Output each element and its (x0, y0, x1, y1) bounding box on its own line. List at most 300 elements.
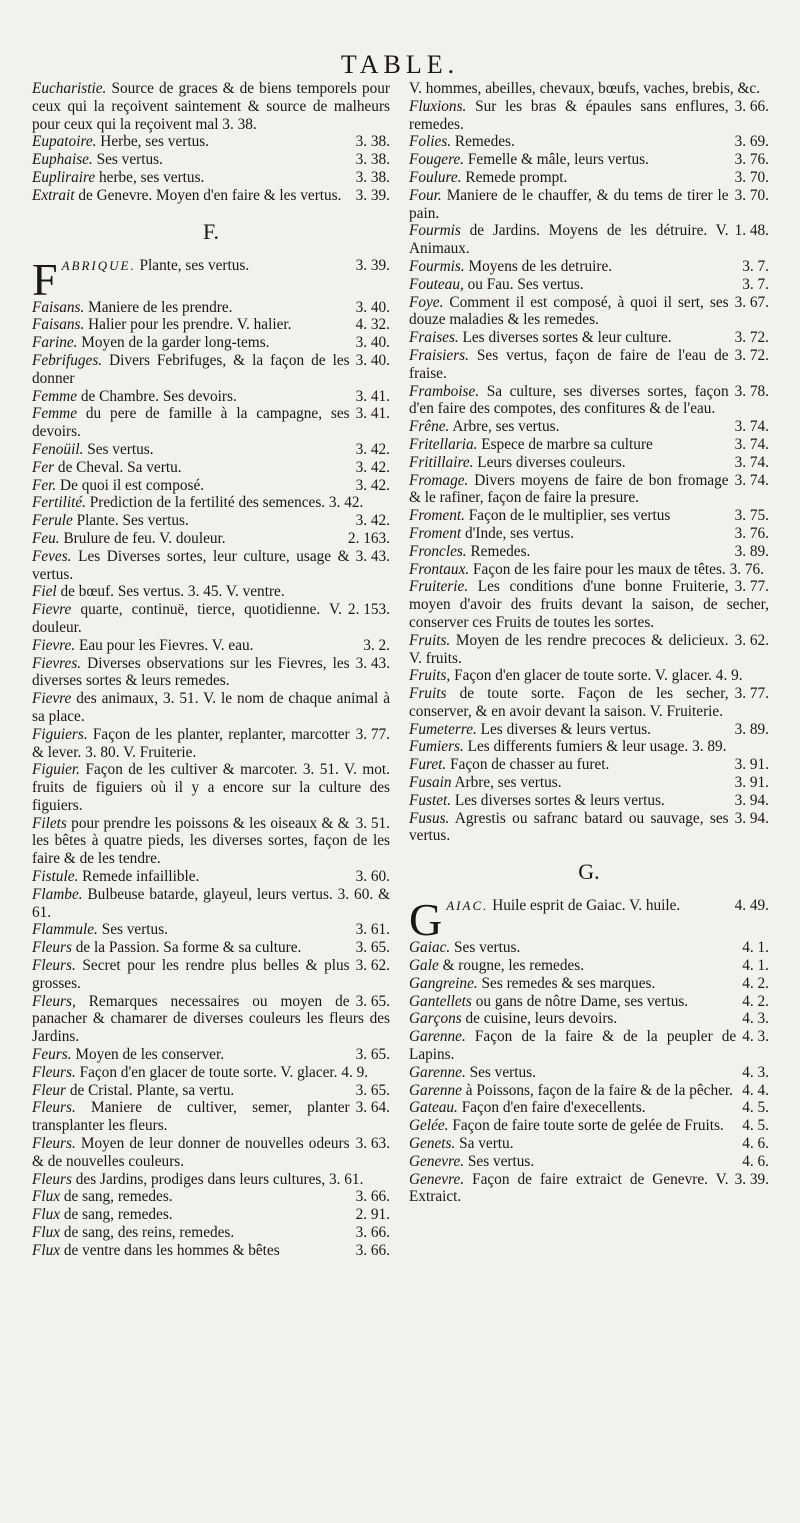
index-entry (32, 151, 390, 169)
entry-headword: Fer. (32, 476, 57, 494)
entry-headword: Fievre. (32, 636, 76, 654)
entry-headword: Flambe. (32, 885, 83, 903)
page-reference: 3. 76. (734, 151, 769, 169)
page-reference: 3. 94. (734, 791, 769, 809)
entry-text: Moyens de les detruire. (468, 257, 613, 275)
entry-text: & rougne, les remedes. (442, 957, 585, 975)
index-entry (409, 258, 769, 276)
entry-headword: Fertilité. (32, 494, 86, 512)
page-reference: 3. 91. (734, 774, 769, 792)
page-reference: 3. 63. (355, 1135, 390, 1153)
index-entry (409, 151, 769, 169)
index-entry (409, 561, 769, 579)
entry-text: Remede infaillible. (82, 868, 200, 886)
page-reference: 3. 7. (742, 275, 769, 293)
page-reference: 3. 77. (734, 685, 769, 703)
entry-headword: Fritellaria. (409, 435, 478, 453)
entry-headword: Feu. (32, 529, 60, 547)
page-reference: 2. 91. (355, 1206, 390, 1224)
index-entry (32, 477, 390, 495)
entry-text: Prediction de la fertilité des semences. 3. 42. (89, 494, 364, 512)
entry-text: Les differents fumiers & leur usage. 3. 89. (467, 738, 727, 756)
index-entry (32, 1171, 390, 1189)
entry-headword: Euphaise. (32, 151, 93, 169)
index-entry (32, 690, 390, 726)
entry-headword: Fievre (32, 690, 72, 708)
entry-text: Brulure de feu. V. douleur. (63, 529, 226, 547)
entry-text: Façon de le multiplier, ses vertus (468, 507, 671, 525)
page-reference: 4. 1. (742, 939, 769, 957)
entry-text: de sang, remedes. (63, 1206, 173, 1224)
index-entry (32, 494, 390, 512)
index-entry (32, 441, 390, 459)
entry-headword: Fouteau, (409, 275, 464, 293)
entry-text: Façon de les faire pour les maux de têtes. 3. 76. (473, 560, 764, 578)
index-entry (409, 685, 769, 721)
section-letter: F. (203, 218, 219, 244)
index-entry (32, 726, 390, 762)
entry-text: Espece de marbre sa culture (481, 435, 653, 453)
entry-headword: Extrait (32, 186, 75, 204)
entry-headword: Gale (409, 957, 439, 975)
entry-headword: Foye. (409, 293, 444, 311)
entry-text: Secret pour les rendre plus belles & plus grosses. (32, 957, 350, 992)
page-reference: 3. 66. (355, 1224, 390, 1242)
entry-text: de Cheval. Sa vertu. (57, 458, 182, 476)
entry-headword: Gateau. (409, 1099, 458, 1117)
entry-text: Façon d'en glacer de toute sorte. V. glacer. 4. 9. (454, 667, 743, 685)
page-reference: 3. 42. (355, 476, 390, 494)
index-entry (32, 405, 390, 441)
entry-headword: Feves. (32, 547, 72, 565)
page-reference: 3. 74. (734, 418, 769, 436)
index-entry (409, 1117, 769, 1135)
index-entry (409, 507, 769, 525)
page-reference: 3. 65. (355, 939, 390, 957)
index-entry (409, 894, 769, 946)
page-reference: 3. 74. (734, 453, 769, 471)
entry-headword: Garenne. (409, 1028, 466, 1046)
index-entry (32, 655, 390, 691)
entry-text: Huile esprit de Gaiac. V. huile. (492, 897, 681, 915)
index-entry (32, 133, 390, 151)
entry-text: de Genevre. Moyen d'en faire & les vertus. (78, 186, 342, 204)
entry-text: Les diverses sortes & leurs vertus. (454, 791, 665, 809)
entry-text: de ventre dans les hommes & bêtes (63, 1241, 280, 1259)
index-entry (32, 637, 390, 655)
page-reference: 4. 4. (742, 1081, 769, 1099)
page-reference: 3. 66. (355, 1188, 390, 1206)
index-entry (409, 294, 769, 330)
page-reference: 3. 38. (355, 151, 390, 169)
entry-headword: Flux (32, 1224, 61, 1242)
entry-text: De quoi il est composé. (60, 476, 205, 494)
entry-headword: Flux (32, 1206, 61, 1224)
index-entry (32, 1242, 390, 1260)
entry-headword: Foulure. (409, 168, 462, 186)
page-reference: 3. 75. (734, 507, 769, 525)
entry-text: Sur les bras & épaules sans enflures, remedes. (409, 97, 729, 133)
entry-headword: Frêne. (409, 418, 450, 436)
index-entry (409, 1064, 769, 1082)
index-entry (409, 1028, 769, 1064)
index-entry (409, 347, 769, 383)
entry-text: de Jardins. Moyens de les détruire. V. Animaux. (409, 222, 729, 258)
entry-text: Source de graces & de biens temporels pour ceux qui la reçoivent saintement & source de malheurs pour ceux qui la reçoivent mal 3. 38. (32, 80, 390, 133)
page-reference: 3. 94. (734, 809, 769, 827)
page-reference: 3. 61. (355, 921, 390, 939)
entry-headword: Froment. (409, 507, 465, 525)
index-entry (409, 810, 769, 846)
entry-text: Moyen de la garder long-tems. (81, 334, 270, 352)
entry-text: Femelle & mâle, leurs vertus. (467, 151, 649, 169)
page-reference: 4. 5. (742, 1099, 769, 1117)
index-entry (409, 756, 769, 774)
index-entry (409, 792, 769, 810)
entry-headword: Fievres. (32, 654, 82, 672)
entry-headword: Figuiers. (32, 725, 88, 743)
entry-text: Plante. Ses vertus. (76, 512, 189, 530)
entry-headword: Gantellets (409, 992, 472, 1010)
entry-headword: Fistule. (32, 868, 79, 886)
entry-headword: Flux (32, 1188, 61, 1206)
page-reference: 3. 89. (734, 542, 769, 560)
entry-text: Herbe, ses vertus. (100, 133, 210, 151)
index-entry (409, 472, 769, 508)
page-reference: 3. 70. (734, 168, 769, 186)
page-reference: 3. 51. (355, 814, 390, 832)
page-reference: 3. 41. (355, 387, 390, 405)
index-entry (409, 738, 769, 756)
entry-headword: Fenoüil. (32, 440, 84, 458)
page-reference: 4. 2. (742, 974, 769, 992)
index-entry (409, 1171, 769, 1207)
index-entry (32, 548, 390, 584)
drop-cap: F (32, 253, 58, 305)
page-reference: 3. 42. (355, 458, 390, 476)
index-entry (32, 601, 390, 637)
entry-headword: Fleurs. (32, 1063, 76, 1081)
entry-text: Ses vertus. (454, 939, 521, 957)
entry-text: Sa vertu. (459, 1135, 514, 1153)
entry-text: Façon d'en glacer de toute sorte. V. glacer. 4. 9. (79, 1063, 369, 1081)
entry-text: Divers Febrifuges, & la façon de les donner (32, 351, 350, 387)
index-entry (409, 975, 769, 993)
index-entry (32, 815, 390, 868)
entry-text: de Chambre. Ses devoirs. (80, 387, 237, 405)
entry-headword: Fleurs (32, 939, 72, 957)
entry-text: Façon de faire extraict de Genevre. V. Extraict. (409, 1170, 729, 1206)
entry-text: Comment il est composé, à quoi il sert, ses douze maladies & les remedes. (409, 293, 729, 329)
entry-headword: Fiel (32, 583, 57, 601)
index-entry (32, 886, 390, 922)
page-reference: 2. 163. (347, 529, 390, 547)
page-reference: 3. 62. (355, 957, 390, 975)
entry-headword: Fruiterie. (409, 578, 469, 596)
page-reference: 3. 74. (734, 471, 769, 489)
index-entry (409, 1099, 769, 1117)
page-reference: 3. 40. (355, 298, 390, 316)
page-reference: 3. 43. (355, 654, 390, 672)
page-reference: 1. 48. (734, 222, 769, 240)
entry-text: Eau pour les Fievres. V. eau. (79, 636, 254, 654)
page-reference: 3. 72. (734, 346, 769, 364)
page-reference: 4. 32. (355, 316, 390, 334)
index-entry (409, 957, 769, 975)
entry-headword: Gelée. (409, 1117, 449, 1135)
entry-headword: Genets. (409, 1135, 456, 1153)
index-entry (32, 187, 390, 205)
entry-headword: Froment (409, 524, 462, 542)
page-reference: 4. 6. (742, 1135, 769, 1153)
index-entry (409, 133, 769, 151)
entry-text: Les diverses & leurs vertus. (480, 720, 652, 738)
entry-text: Plante, ses vertus. (139, 256, 250, 274)
index-entry (32, 1046, 390, 1064)
entry-headword: Garçons (409, 1010, 462, 1028)
entry-text: de bœuf. Ses vertus. 3. 45. V. ventre. (60, 583, 285, 601)
entry-headword: Filets (32, 814, 67, 832)
index-entry (409, 98, 769, 134)
page-reference: 4. 3. (742, 1063, 769, 1081)
entry-text: Façon d'en faire d'execellents. (461, 1099, 646, 1117)
index-entry (32, 1099, 390, 1135)
page-reference: 3. 65. (355, 1046, 390, 1064)
entry-text: Agrestis ou safranc batard ou sauvage, ses vertus. (409, 809, 729, 845)
entry-text: Remedes. (470, 542, 531, 560)
entry-text: Façon de faire toute sorte de gelée de Fruits. (452, 1117, 724, 1135)
index-entry (32, 1082, 390, 1100)
entry-headword: Fleurs, (32, 992, 76, 1010)
drop-cap: G (409, 894, 443, 946)
page-reference: 2. 153. (347, 601, 390, 619)
entry-headword: Fleur (32, 1081, 66, 1099)
entry-text: Remarques necessaires ou moyen de panacher & chamarer de diverses couleurs les fleurs des Jardins. (32, 992, 390, 1046)
entry-headword: Frontaux. (409, 560, 470, 578)
entry-text: Diverses observations sur les Fievres, les diverses sortes & leurs remedes. (32, 654, 350, 690)
entry-text: Ses vertus. (101, 921, 168, 939)
index-entry (409, 436, 769, 454)
entry-headword: Flux (32, 1241, 61, 1259)
page-reference: 3. 38. (355, 133, 390, 151)
index-entry (32, 388, 390, 406)
entry-text: Maniere de cultiver, semer, planter transplanter les fleurs. (32, 1099, 350, 1135)
entry-headword: Fumeterre. (409, 720, 477, 738)
index-entry (32, 169, 390, 187)
entry-headword: Froncles. (409, 542, 467, 560)
page-reference: 3. 42. (355, 512, 390, 530)
entry-text: herbe, ses vertus. (99, 168, 205, 186)
entry-headword: Fleurs. (32, 957, 76, 975)
index-entry (409, 525, 769, 543)
entry-text: pour prendre les poissons & les oiseaux & & les bêtes à quatre pieds, les diverses sortes, façon de les faire & de les tendre. (32, 814, 390, 868)
entry-text: ou Fau. Ses vertus. (467, 275, 584, 293)
page-reference: 3. 76. (734, 524, 769, 542)
entry-headword: Feurs. (32, 1046, 72, 1064)
entry-headword: Fougere. (409, 151, 465, 169)
entry-text: à Poissons, façon de la faire & de la pêcher. (465, 1081, 733, 1099)
entry-text: Arbre, ses vertus. (452, 418, 560, 436)
entry-headword: Fleurs (32, 1170, 72, 1188)
page-reference: 4. 2. (742, 992, 769, 1010)
entry-text: Divers moyens de faire de bon fromage & le rafiner, façon de faire la presure. (409, 471, 729, 507)
entry-headword: Garenne. (409, 1063, 466, 1081)
entry-text: Arbre, ses vertus. (454, 774, 562, 792)
entry-text: Maniere de les prendre. (88, 298, 233, 316)
index-entry (32, 1206, 390, 1224)
page-reference: 3. 72. (734, 329, 769, 347)
entry-headword: Femme (32, 387, 78, 405)
index-entry (409, 721, 769, 739)
entry-headword: Folies. (409, 133, 452, 151)
entry-headword: Faisans. (32, 298, 85, 316)
index-entry (32, 1064, 390, 1082)
entry-text: Ses remedes & ses marques. (481, 974, 656, 992)
page-reference: 3. 40. (355, 334, 390, 352)
index-entry (32, 761, 390, 814)
entry-text: Moyen de les rendre precoces & delicieux. V. fruits. (409, 631, 729, 667)
entry-text: quarte, continuë, tierce, quotidienne. V. douleur. (32, 601, 342, 636)
page-reference: 4. 1. (742, 957, 769, 975)
page-reference: 3. 39. (734, 1170, 769, 1188)
index-entry (32, 316, 390, 334)
index-entry (409, 993, 769, 1011)
entry-text: de la Passion. Sa forme & sa culture. (75, 939, 302, 957)
index-entry (32, 352, 390, 388)
page-reference: 3. 65. (355, 1081, 390, 1099)
entry-headword: Eucharistie. (32, 80, 107, 97)
page-reference: 3. 65. (355, 992, 390, 1010)
entry-headword: Fumiers. (409, 738, 464, 756)
index-entry (409, 578, 769, 631)
page-reference: 3. 66. (734, 97, 769, 115)
entry-headword: AIAC. (446, 898, 489, 914)
entry-text: Façon de chasser au furet. (450, 756, 610, 774)
page-reference: 4. 49. (734, 897, 769, 915)
entry-text: Façon de les cultiver & marcoter. 3. 51. V. mot. fruits de figuiers où il y a encore sur la culture des figuiers. (32, 761, 390, 814)
entry-headword: Fraises. (409, 329, 459, 347)
page-reference: 3. 67. (734, 293, 769, 311)
entry-headword: Fruits, (409, 667, 451, 685)
index-entry (32, 80, 390, 133)
entry-headword: Gangreine. (409, 974, 478, 992)
index-entry (32, 868, 390, 886)
index-entry (409, 222, 769, 258)
page-reference: 3. 7. (742, 257, 769, 275)
entry-text: Moyen de leur donner de nouvelles odeurs & de nouvelles couleurs. (32, 1135, 350, 1170)
entry-text: des Jardins, prodiges dans leurs cultures, 3. 61. (75, 1170, 364, 1188)
entry-headword: Ferule (32, 512, 73, 530)
index-entry (409, 632, 769, 668)
index-entry (409, 454, 769, 472)
entry-headword: Fer (32, 458, 55, 476)
page-reference: 3. 66. (355, 1241, 390, 1259)
index-entry (32, 1224, 390, 1242)
entry-text: de Cristal. Plante, sa vertu. (69, 1081, 235, 1099)
entry-text: de toute sorte. Façon de les secher, conserver, & en avoir devant la saison. V. Fruiterie. (409, 685, 729, 720)
page-reference: 3. 62. (734, 631, 769, 649)
entry-headword: Fleurs. (32, 1099, 76, 1117)
entry-headword: Fruits. (409, 631, 451, 649)
entry-headword: Fromage. (409, 471, 469, 489)
entry-headword: Garenne (409, 1081, 462, 1099)
index-entry (32, 1188, 390, 1206)
entry-headword: Gaiac. (409, 939, 451, 957)
page-reference: 3. 43. (355, 547, 390, 565)
entry-text: V. hommes, abeilles, chevaux, bœufs, vaches, brebis, &c. (409, 80, 761, 97)
entry-headword: Fraisiers. (409, 346, 469, 364)
entry-headword: Eupliraire (32, 168, 96, 186)
index-entry (32, 939, 390, 957)
page-reference: 3. 41. (355, 405, 390, 423)
entry-headword: Femme (32, 405, 78, 423)
page-reference: 3. 39. (355, 186, 390, 204)
page-reference: 3. 91. (734, 756, 769, 774)
entry-headword: Febrifuges. (32, 351, 103, 369)
entry-headword: Fourmis (409, 222, 461, 240)
index-entry (32, 299, 390, 317)
entry-headword: Fruits (409, 685, 447, 703)
entry-text: de sang, remedes. (63, 1188, 173, 1206)
page-reference: 3. 60. (355, 868, 390, 886)
index-entry (409, 329, 769, 347)
entry-headword: Flammule. (32, 921, 98, 939)
entry-headword: Eupatoire. (32, 133, 97, 151)
entry-text: Sa culture, ses diverses sortes, façon d'en faire des compotes, des confitures & de l'eau. (409, 382, 729, 418)
page-reference: 3. 40. (355, 351, 390, 369)
left-column (32, 80, 390, 1260)
entry-text: Les diverses sortes & leur culture. (462, 329, 672, 347)
entry-headword: Fusain (409, 774, 452, 792)
page-reference: 3. 78. (734, 382, 769, 400)
entry-headword: Fritillaire. (409, 453, 474, 471)
index-entry (32, 253, 390, 305)
index-entry (32, 957, 390, 993)
index-entry (409, 187, 769, 223)
index-entry (409, 169, 769, 187)
entry-text: du pere de famille à la campagne, ses devoirs. (32, 405, 350, 441)
page-reference: 3. 39. (355, 256, 390, 274)
entry-text: Ses vertus. (87, 440, 154, 458)
entry-text: de cuisine, leurs devoirs. (465, 1010, 618, 1028)
entry-headword: Genevre. (409, 1170, 465, 1188)
entry-text: Maniere de le chauffer, & du tems de tirer le pain. (409, 186, 729, 222)
index-entry (409, 80, 769, 98)
index-entry (409, 1082, 769, 1100)
index-entry (32, 921, 390, 939)
entry-text: Les Diverses sortes, leur culture, usage & vertus. (32, 547, 350, 583)
entry-text: Ses vertus, façon de faire de l'eau de fraise. (409, 346, 729, 382)
page-reference: 3. 64. (355, 1099, 390, 1117)
page-reference: 3. 74. (734, 435, 769, 453)
entry-text: Les conditions d'une bonne Fruiterie, moyen d'avoir des fruits devant la saison, de secher, conserver ces Fruits de toutes les sortes. (409, 578, 769, 631)
index-entry (32, 334, 390, 352)
entry-headword: Fourmis. (409, 257, 465, 275)
page-reference: 3. 89. (734, 720, 769, 738)
entry-headword: Four. (409, 186, 442, 204)
entry-text: Façon de les planter, replanter, marcotter & lever. 3. 80. V. Fruiterie. (32, 725, 350, 761)
entry-text: Ses vertus. (467, 1152, 535, 1170)
entry-headword: Fievre (32, 601, 72, 619)
right-column (409, 80, 769, 1206)
entry-headword: Fustet. (409, 791, 452, 809)
index-entry (32, 459, 390, 477)
entry-headword: Framboise. (409, 382, 480, 400)
page-reference: 3. 2. (363, 636, 390, 654)
page-reference: 3. 77. (355, 725, 390, 743)
page-reference: 3. 77. (734, 578, 769, 596)
index-entry (409, 667, 769, 685)
